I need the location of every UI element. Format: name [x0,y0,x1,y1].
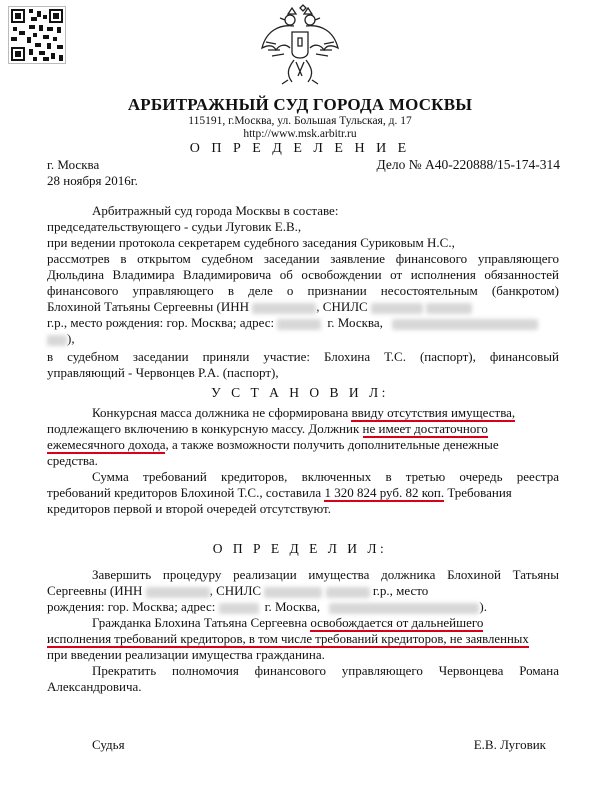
redacted-street [392,319,538,330]
intro-line: Арбитражный суд города Москвы в составе: [92,203,339,218]
address-city: г. Москва, [327,315,383,330]
court-website: http://www.msk.arbitr.ru [243,128,357,140]
underlined-phrase: ежемесячного дохода [47,437,166,452]
birthplace-address-label: г.р., место рождения: гор. Москва; адрес: [47,315,275,330]
snils-label: , СНИЛС [316,299,368,314]
established-line: кредиторов первой и второй очередей отсутствуют. [47,501,332,516]
signature-role: Судья [92,737,125,752]
signature-name: Е.В. Луговик [473,737,546,752]
intro-line: ), [47,331,75,347]
intro-line: Дюльдина Владимира Владимировича об освобождении от исполнения обязанностей [47,267,559,282]
determined-line: рождения: гор. Москва; адрес: г. Москва, ). [47,599,488,614]
intro-line [47,299,472,315]
redacted-street [329,603,479,614]
determined-line: Завершить процедуру реализации имущества должника Блохиной Татьяны [92,567,559,582]
established-heading: У С Т А Н О В И Л: [211,385,389,400]
underlined-phrase: ввиду отсутствия имущества, [351,405,516,420]
court-address: 115191, г.Москва, ул. Большая Тульская, д. 17 [188,115,412,127]
determined-line: Прекратить полномочия финансового управляющего Червонцева Романа [92,663,559,678]
determined-line [47,631,529,647]
underlined-phrase: освобождается от дальнейшего [310,615,484,630]
intro-line: при ведении протокола секретарем судебного заседания Суриковым Н.С., [47,235,455,250]
document-type: О П Р Е Д Е Л Е Н И Е [189,141,411,156]
redacted-snils [264,587,322,598]
redacted-birthdate [326,587,370,598]
underlined-phrase: исполнения требований кредиторов, в том числе требований кредиторов, не заявленных [47,632,529,646]
redacted-inn [146,587,210,598]
debtor-name-inn-label: Блохиной Татьяны Сергеевны (ИНН [47,299,250,314]
redacted-snils [371,303,423,314]
double-headed-eagle-emblem [258,4,342,86]
city: г. Москва [47,157,100,172]
established-line: ежемесячного дохода, а также возможности получить дополнительные денежные [47,437,499,452]
established-line: Сумма требований кредиторов, включенных в третью очередь реестра [92,469,559,484]
determined-line: Александровича. [47,679,142,694]
redacted-index [219,603,259,614]
established-line: требований кредиторов Блохиной Т.С., составила 1 320 824 руб. 82 коп. Требования [47,485,512,500]
intro-line: управляющий - Червонцев Р.А. (паспорт), [47,365,279,380]
intro-line: председательствующего - судьи Луговик Е.В., [47,219,302,234]
determined-line: Гражданка Блохина Татьяна Сергеевна освобождается от дальнейшего [92,615,484,630]
redacted-apartment [47,335,67,346]
determined-heading: О П Р Е Д Е Л И Л: [212,541,388,556]
intro-line: рассмотрев в открытом судебном заседании заявление финансового управляющего [47,251,559,266]
redacted-birthdate [426,303,472,314]
court-name: АРБИТРАЖНЫЙ СУД ГОРОДА МОСКВЫ [127,95,473,114]
established-line: Конкурсная масса должника не сформирована ввиду отсутствия имущества, [92,405,516,420]
redacted-inn [252,303,316,314]
redacted-index [277,319,321,330]
determined-line: при введении реализации имущества гражданина. [47,647,325,662]
underlined-phrase: не имеет достаточного [362,421,488,436]
intro-line: в судебном заседании приняли участие: Блохина Т.С. (паспорт), финансовый [47,349,559,364]
intro-line [47,315,538,331]
established-line: средства. [47,453,98,468]
determined-line: Сергеевны (ИНН , СНИЛС г.р., место [47,583,429,598]
qr-code [8,6,66,64]
intro-line: финансового управляющего в деле о признании несостоятельным (банкротом) [47,283,559,298]
case-number: Дело № А40-220888/15-174-314 [376,157,560,172]
document-date: 28 ноября 2016г. [47,173,138,188]
established-line: подлежащего включению в конкурсную массу. Должник не имеет достаточного [47,421,488,436]
claims-amount: 1 320 824 руб. 82 коп. [324,485,445,500]
